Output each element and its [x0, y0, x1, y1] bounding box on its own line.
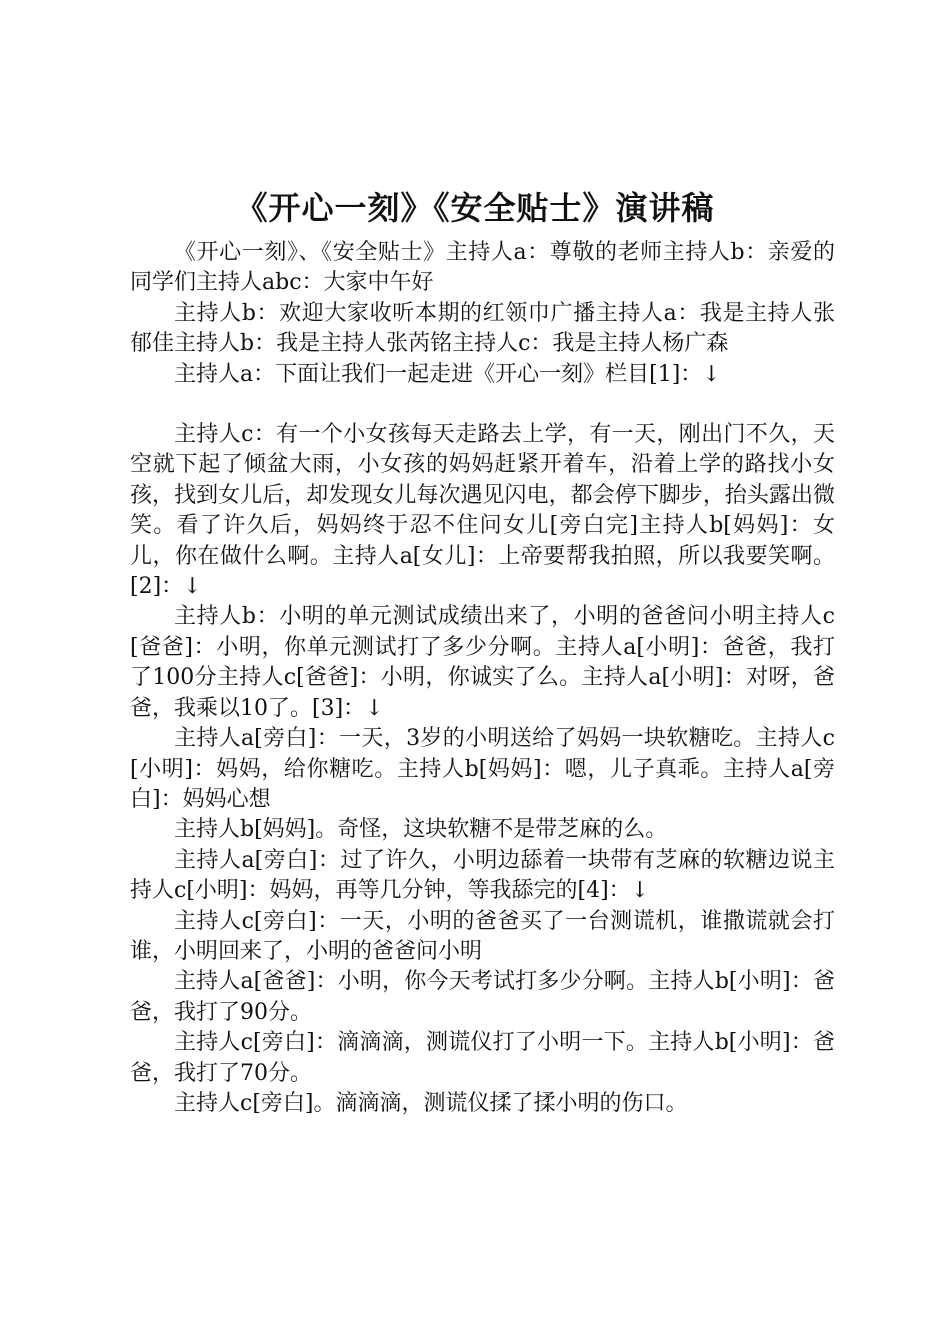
document-body	[130, 238, 835, 1119]
paragraph-segment-intro: 主持人a：下面让我们一起走进《开心一刻》栏目[1]：↓	[174, 361, 721, 387]
paragraph-joke-4-part-4: 主持人c[旁白]。滴滴滴，测谎仪揉了揉小明的伤口。	[174, 1090, 688, 1116]
paragraph-joke-1: 主持人c：有一个小女孩每天走路去上学，有一天，刚出门不久，天空就下起了倾盆大雨，小女孩的妈妈赶紧开着车，沿着上学的路找小女孩，找到女儿后，却发现女儿每次遇见闪电，都会停下脚步，抬头露出微笑。看了许久后，妈妈终于忍不住问女儿[旁白完]主持人b[妈妈]：女儿，你在做什么啊。主持人a[女儿]：上帝要帮我拍照，所以我要笑啊。[2]：↓	[130, 422, 835, 600]
paragraph-joke-2: 主持人b：小明的单元测试成绩出来了，小明的爸爸问小明主持人c[爸爸]：小明，你单元测试打了多少分啊。主持人a[小明]：爸爸，我打了100分主持人c[爸爸]：小明，你诚实了么。主持人a[小明]：对呀，爸爸，我乘以10了。[3]：↓	[130, 604, 835, 721]
paragraph-joke-4-part-2: 主持人a[爸爸]：小明，你今天考试打多少分啊。主持人b[小明]：爸爸，我打了90分。	[130, 969, 835, 1025]
paragraph-opening: 《开心一刻》、《安全贴士》主持人a：尊敬的老师主持人b：亲爱的同学们主持人abc：大家中午好	[130, 240, 835, 296]
paragraph-joke-3-part-3: 主持人a[旁白]：过了许久，小明边舔着一块带有芝麻的软糖边说主持人c[小明]：妈妈，再等几分钟，等我舔完的[4]：↓	[130, 847, 835, 904]
paragraph-joke-4-part-1: 主持人c[旁白]：一天，小明的爸爸买了一台测谎机，谁撒谎就会打谁，小明回来了，小明的爸爸问小明	[130, 908, 835, 964]
paragraph-joke-4-part-3: 主持人c[旁白]：滴滴滴，测谎仪打了小明一下。主持人b[小明]：爸爸，我打了70分。	[130, 1030, 835, 1086]
paragraph-introductions: 主持人b：欢迎大家收听本期的红领巾广播主持人a：我是主持人张郁佳主持人b：我是主持人张芮铭主持人c：我是主持人杨广森	[130, 300, 835, 357]
paragraph-joke-3-part-2: 主持人b[妈妈]。奇怪，这块软糖不是带芝麻的么。	[174, 817, 668, 843]
paragraph-joke-3-part-1: 主持人a[旁白]：一天，3岁的小明送给了妈妈一块软糖吃。主持人c[小明]：妈妈，给你糖吃。主持人b[妈妈]：嗯，儿子真乖。主持人a[旁白]：妈妈心想	[130, 726, 835, 812]
document-title: 《开心一刻》《安全贴士》演讲稿	[235, 189, 715, 227]
